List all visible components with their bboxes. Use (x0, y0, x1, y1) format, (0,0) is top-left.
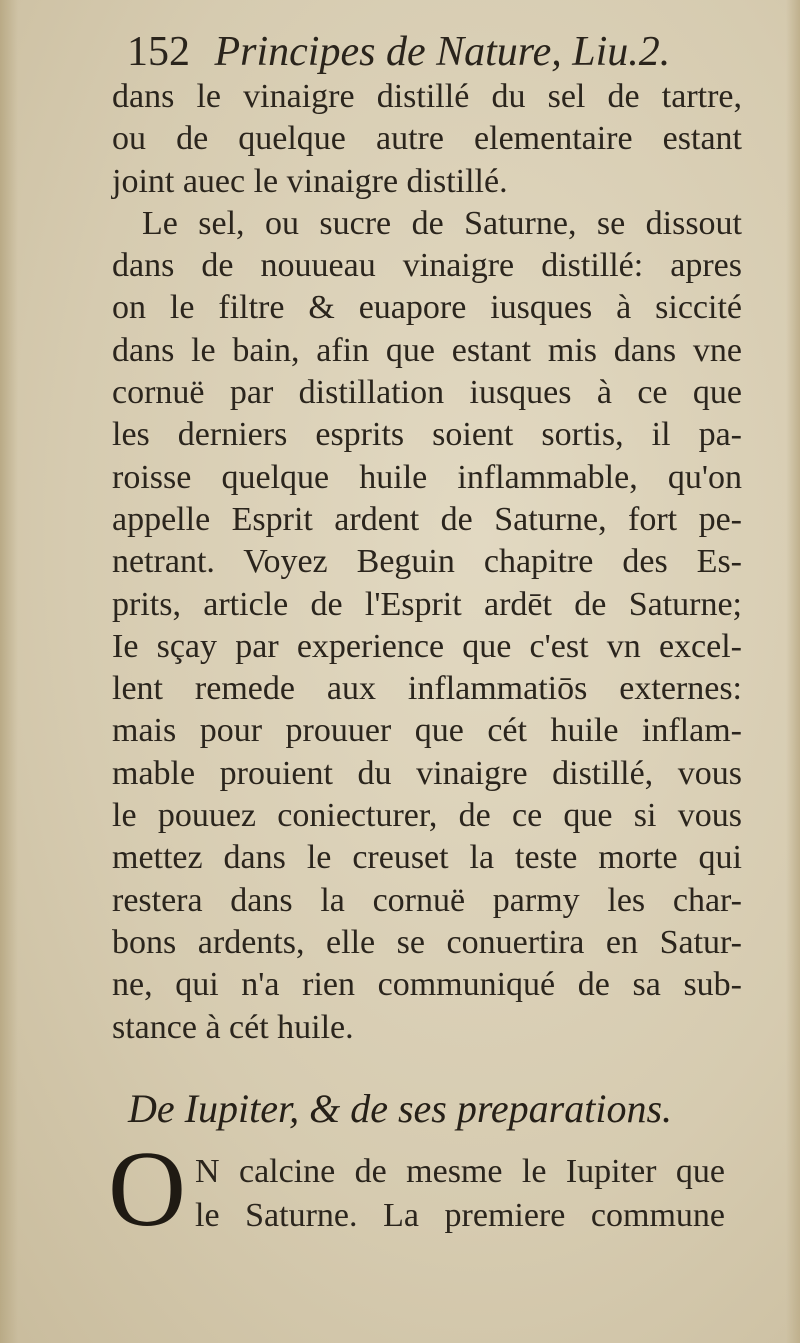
text-line: dans le bain, afin que estant mis dans vne (112, 331, 742, 369)
text-line: dans le vinaigre distillé du sel de tartre, (112, 78, 742, 115)
text-line: netrant. Voyez Beguin chapitre des Es- (112, 543, 742, 581)
text-line: restera dans la cornuë parmy les char- (112, 881, 742, 919)
text-line: stance à cét huile. (112, 1008, 354, 1046)
text-line: roisse quelque huile inflammable, qu'on (112, 458, 742, 496)
page-edge-shadow-left (0, 0, 18, 1343)
text-line: prits, article de l'Esprit ardēt de Saturne; (112, 585, 742, 623)
text-line: mable prouient du vinaigre distillé, vous (112, 754, 742, 792)
text-line: mais pour prouuer que cét huile inflam- (112, 712, 742, 750)
text-line: appelle Esprit ardent de Saturne, fort pe- (112, 500, 742, 538)
page-number: 152 (127, 29, 190, 75)
text-line: cornuë par distillation iusques à ce que (112, 374, 742, 412)
text-line: ne, qui n'a rien communiqué de sa sub- (112, 966, 742, 1004)
text-line: ou de quelque autre elementaire estant (112, 120, 742, 158)
page-edge-shadow-right (786, 0, 800, 1343)
text-line: les derniers esprits soient sortis, il pa- (112, 416, 742, 454)
paragraph-section (195, 1150, 725, 1238)
text-line: N calcine de mesme le Iupiter que (195, 1153, 725, 1190)
text-line: dans de nouueau vinaigre distillé: apres (112, 247, 742, 285)
text-line: mettez dans le creuset la teste morte qui (112, 839, 742, 877)
drop-cap: O (108, 1130, 186, 1249)
text-line: Le sel, ou sucre de Saturne, se dissout (142, 204, 742, 242)
text-line: joint auec le vinaigre distillé. (112, 162, 508, 200)
text-line: le pouuez coniecturer, de ce que si vous (112, 797, 742, 835)
text-line: le Saturne. La premiere commune (195, 1197, 725, 1234)
text-line: lent remede aux inflammatiōs externes: (112, 670, 742, 708)
section-heading: De Iupiter, & de ses preparations. (128, 1086, 673, 1131)
paragraph-main (112, 76, 742, 1049)
text-line: bons ardents, elle se conuertira en Satur- (112, 923, 742, 961)
text-line: Ie sçay par experience que c'est vn excel- (112, 627, 742, 665)
running-title: Principes de Nature, Liu.2. (214, 29, 671, 75)
text-line: on le filtre & euapore iusques à siccité (112, 289, 742, 327)
